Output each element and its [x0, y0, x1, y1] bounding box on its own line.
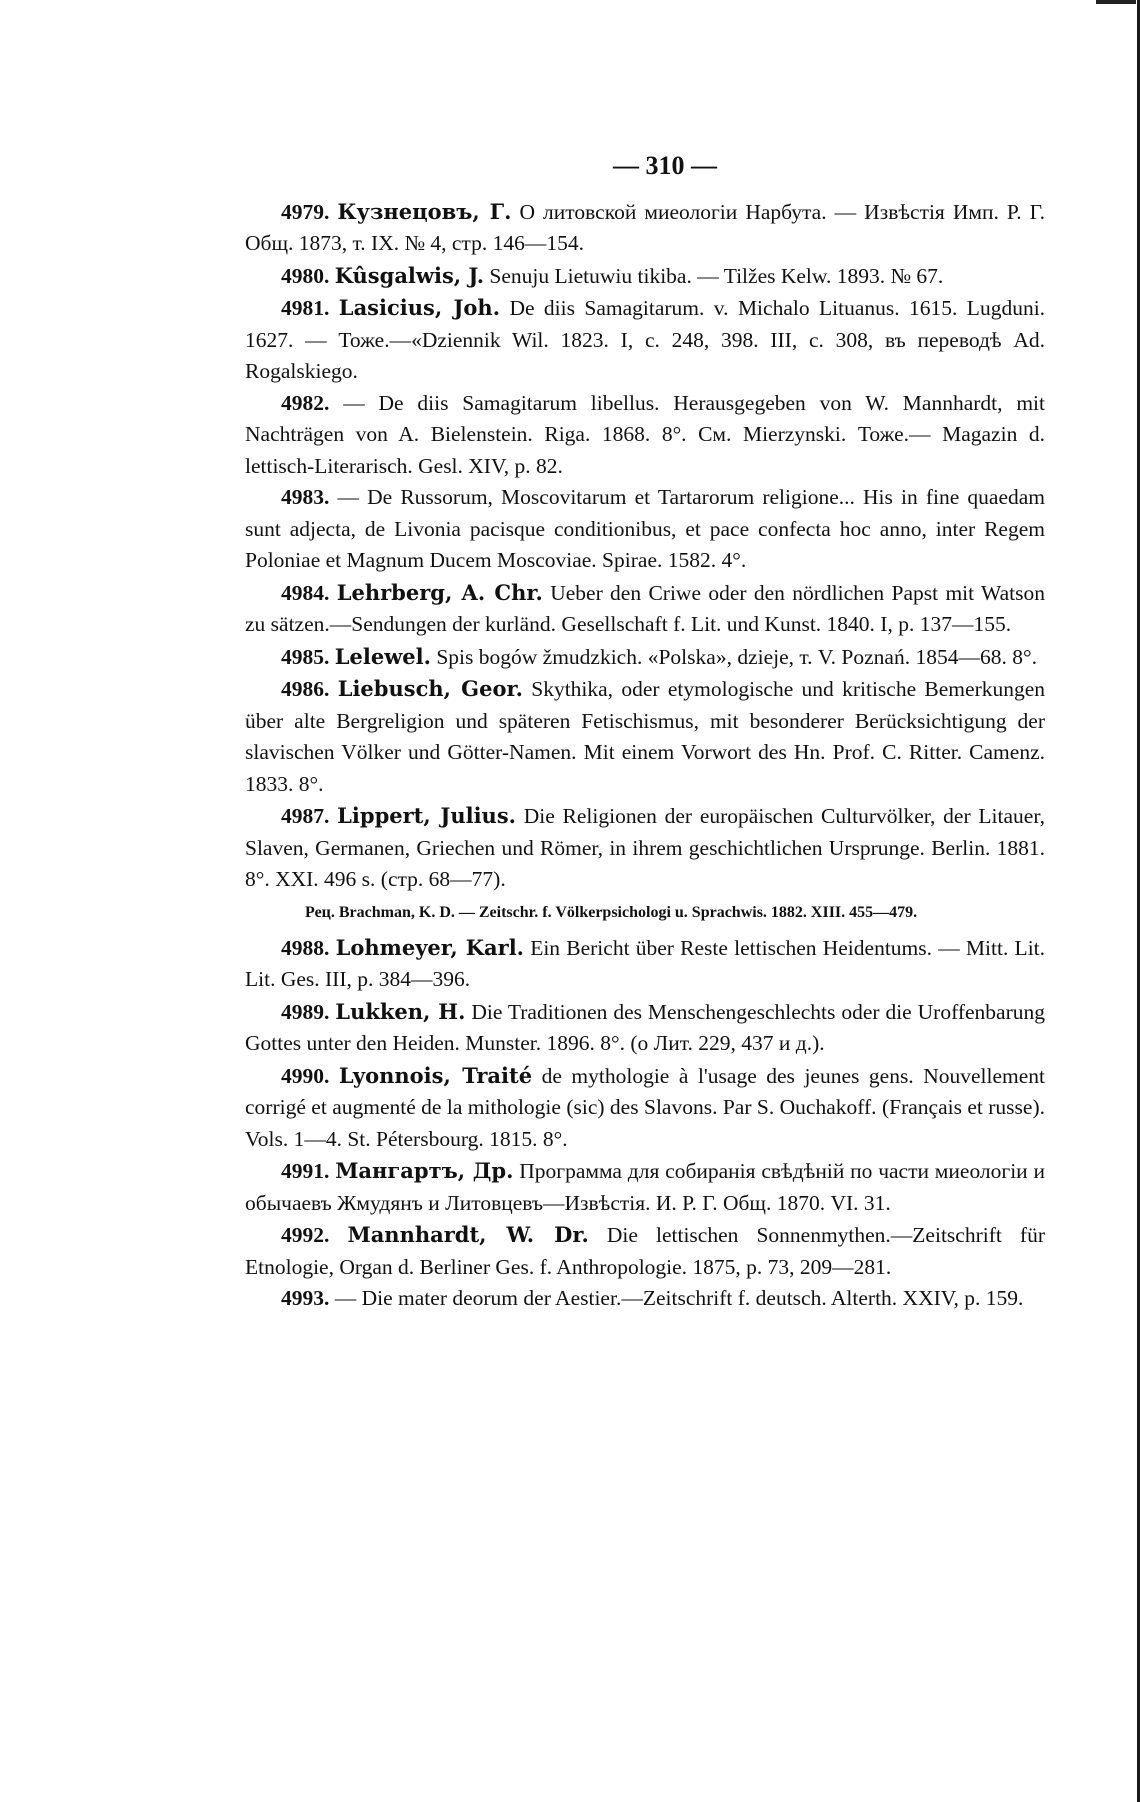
entry-4992 [245, 1219, 1045, 1283]
entry-4983 [245, 482, 1045, 577]
entry-number: 4983. [281, 485, 330, 509]
entry-number: 4980. [281, 263, 330, 288]
entry-text: Skythika, oder etymologische und kritische Bemerkungen über alte Bergreligion und späteren Fetischismus, mit besonderer Berücksichtigung der slavischen Völker und Götter-Namen. Mit einem Vorwort des Hn. Prof. C. Ritter. Camenz. 1833. 8°. [245, 677, 1046, 796]
entry-4981 [245, 292, 1045, 388]
entry-4985 [245, 641, 1045, 674]
entry-text: Ein Bericht über Reste lettischen Heidentums. — Mitt. Lit. Lit. Ges. III, p. 384—396. [245, 935, 1046, 991]
entry-author: Lelewel. [334, 643, 431, 669]
entry-number: 4989. [281, 999, 330, 1024]
entry-number: 4987. [281, 804, 330, 828]
entry-author: Мангартъ, Др. [335, 1158, 514, 1183]
entry-author: Lasicius, Joh. [338, 295, 501, 320]
entry-text: Senuju Lietuwiu tikiba. — Tilžes Kelw. 1893. № 67. [489, 263, 944, 288]
entry-number: 4982. [281, 390, 330, 415]
entry-number: 4981. [281, 296, 330, 320]
entry-text: Die lettischen Sonnenmythen.—Zeitschrift für Etnologie, Organ d. Berliner Ges. f. Anthropologie. 1875, p. 73, 209—281. [245, 1223, 1045, 1279]
entry-author: Lippert, Julius. [337, 803, 516, 828]
entry-author: Lehrberg, A. Chr. [336, 579, 543, 605]
entry-number: 4984. [281, 580, 330, 605]
review-note: Рец. Brachman, K. D. — Zeitschr. f. Völkerpsichologi u. Sprachwis. 1882. XIII. 455—479. [305, 903, 918, 921]
entry-number: 4985. [281, 644, 330, 669]
entry-author: Lyonnois, Traité [338, 1062, 533, 1088]
entry-author: Lukken, H. [335, 998, 466, 1024]
entry-number: 4991. [281, 1159, 330, 1183]
entry-text: Программа для собиранія свѣдѣній по части миеологіи и обычаевъ Жмудянъ и Литовцевъ—Извѣстія. И. Р. Г. Общ. 1870. VI. 31. [245, 1159, 1046, 1215]
entry-author: Kûsgalwis, J. [334, 262, 485, 288]
entry-4987 [245, 800, 1045, 896]
entry-number: 4992. [281, 1223, 330, 1247]
entry-number: 4990. [281, 1063, 330, 1088]
entry-text: — Die mater deorum der Aestier.—Zeitschrift f. deutsch. Alterth. XXIV, p. 159. [334, 1286, 1024, 1310]
entry-4993 [245, 1283, 1045, 1315]
entry-4990 [245, 1060, 1045, 1156]
entry-4979 [245, 196, 1045, 260]
entry-text: De diis Samagitarum. v. Michalo Lituanus. 1615. Lugduni. 1627. — Тоже.—«Dziennik Wil. 1823. I, c. 248, 398. III, c. 308, въ переводѣ Ad. Rogalskiego. [245, 296, 1046, 383]
entry-4988 [245, 932, 1045, 996]
top-edge-mark [1096, 0, 1136, 4]
entry-4991 [245, 1155, 1045, 1219]
entry-text: — De Russorum, Moscovitarum et Tartarorum religione... His in fine quaedam sunt adjecta, de Livonia pacisque conditionibus, et pace confecta hoc anno, inter Regem Poloniae et Magnum Ducem Moscoviae. Spirae. 1582. 4°. [245, 485, 1046, 572]
entry-author: Lohmeyer, Karl. [335, 934, 524, 960]
entry-text: de mythologie à l'usage des jeunes gens. Nouvellement corrigé et augmenté de la mithologie (sic) des Slavons. Par S. Ouchakoff. (Français et russe). Vols. 1—4. St. Pétersbourg. 1815. 8°. [245, 1063, 1046, 1151]
entry-number: 4986. [281, 677, 330, 701]
entry-4989 [245, 996, 1045, 1060]
entry-text: О литовской миеологіи Нарбута. — Извѣстія Имп. Р. Г. Общ. 1873, т. IX. № 4, стр. 146—154. [245, 199, 1045, 255]
entry-4980 [245, 260, 1045, 293]
entry-number: 4993. [281, 1286, 330, 1310]
text-column [245, 150, 1045, 1315]
entry-text: Spis bogów žmudzkich. «Polska», dzieje, т. V. Poznań. 1854—68. 8°. [436, 644, 1037, 669]
page-number: — 310 — [613, 151, 717, 180]
entry-4984 [245, 577, 1045, 641]
entry-author: Mannhardt, W. Dr. [347, 1222, 589, 1247]
entry-text: — De diis Samagitarum libellus. Herausgegeben von W. Mannhardt, mit Nachträgen von A. Bielenstein. Riga. 1868. 8°. См. Mierzynski. Тоже.— Magazin d. lettisch-Literarisch. Gesl. XIV, p. 82. [245, 390, 1046, 478]
entry-4986 [245, 673, 1045, 800]
entry-author: Кузнецовъ, Г. [337, 198, 512, 224]
entry-number: 4988. [281, 935, 330, 960]
entry-4982 [245, 388, 1045, 483]
entry-number: 4979. [281, 199, 330, 224]
entry-text: Ueber den Criwe oder den nördlichen Papst mit Watson zu sätzen.—Sendungen der kurländ. Gesellschaft f. Lit. und Kunst. 1840. I, p. 137—155. [245, 580, 1046, 636]
entry-text: Die Traditionen des Menschengeschlechts oder die Uroffenbarung Gottes unter den Heiden. Munster. 1896. 8°. (о Лит. 229, 437 и д.). [245, 999, 1045, 1055]
entry-text: Die Religionen der europäischen Culturvölker, der Litauer, Slaven, Germanen, Griechen und Römer, in ihrem geschichtlichen Ursprunge. Berlin. 1881. 8°. XXI. 496 s. (стр. 68—77). [245, 804, 1045, 891]
entry-author: Liebusch, Geor. [337, 676, 523, 701]
